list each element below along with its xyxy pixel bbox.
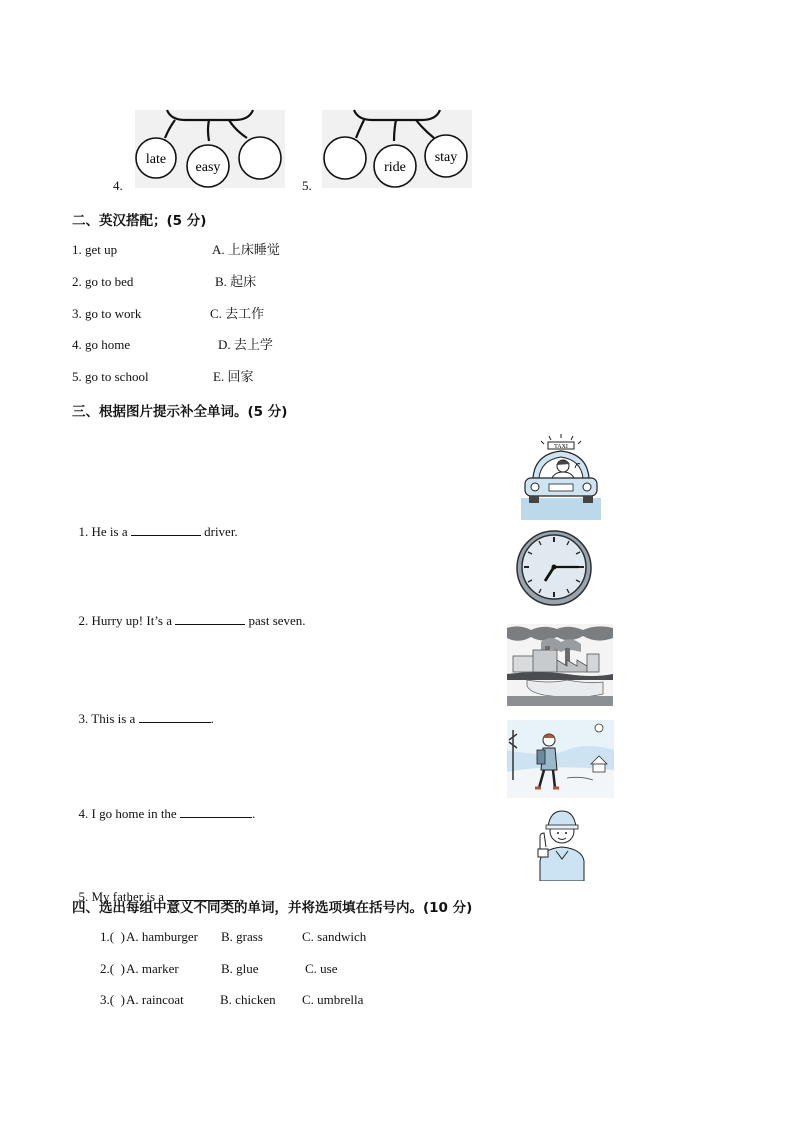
match-right: B. 起床	[215, 274, 257, 289]
choice-option: B. chicken	[220, 992, 276, 1007]
diagram-word: easy	[195, 160, 221, 175]
section-3-heading: 三、根据图片提示补全单词。(5 分)	[72, 404, 288, 420]
match-left: 1. get up	[72, 242, 118, 257]
section-2-heading: 二、英汉搭配；(5 分)	[72, 213, 207, 229]
diagram-word: late	[145, 152, 167, 167]
choice-option: A. hamburger	[126, 929, 198, 944]
diagram-number: 4.	[113, 178, 123, 193]
answer-blank[interactable]	[139, 710, 211, 723]
choice-option: B. glue	[221, 961, 259, 976]
match-left: 2. go to bed	[72, 274, 134, 289]
choice-option: C. sandwich	[302, 929, 367, 944]
answer-blank[interactable]	[175, 612, 245, 625]
match-right: D. 去上学	[218, 337, 273, 352]
match-left: 3. go to work	[72, 306, 142, 321]
match-left: 5. go to school	[72, 369, 149, 384]
choice-number[interactable]: 2.( )	[100, 961, 125, 976]
fill-sentence-2: 2. Hurry up! It’s a past seven.	[78, 613, 306, 628]
evening-walk-icon	[507, 720, 614, 798]
fill-sentence-3: 3. This is a .	[78, 711, 214, 726]
section-4-heading: 四、选出每组中意义不同类的单词，并将选项填在括号内。(10 分)	[72, 900, 473, 916]
choice-option: C. use	[305, 961, 338, 976]
match-left: 4. go home	[72, 337, 131, 352]
fill-sentence-5: 5. My father is a .	[78, 889, 243, 904]
taxi-sign: TAXI	[554, 444, 568, 450]
choice-option: B. grass	[221, 929, 263, 944]
fill-sentence-4: 4. I go home in the .	[78, 806, 256, 821]
taxi-driver-icon	[519, 432, 603, 520]
choice-number[interactable]: 1.( )	[100, 929, 125, 944]
answer-blank[interactable]	[131, 523, 201, 536]
choice-option: C. umbrella	[302, 992, 364, 1007]
match-right: C. 去工作	[210, 306, 265, 321]
diagram-word: stay	[434, 150, 458, 165]
word-diagram-5	[322, 108, 472, 188]
answer-blank[interactable]	[180, 805, 252, 818]
choice-option: A. raincoat	[126, 992, 184, 1007]
worker-icon	[534, 807, 590, 881]
diagram-word: ride	[384, 160, 406, 175]
word-diagram-4	[135, 108, 285, 188]
fill-sentence-1: 1. He is a driver.	[78, 524, 238, 539]
match-right: A. 上床睡觉	[212, 242, 280, 257]
choice-option: A. marker	[126, 961, 179, 976]
match-right: E. 回家	[213, 369, 254, 384]
diagram-number: 5.	[302, 178, 312, 193]
factory-icon	[507, 624, 613, 706]
choice-number[interactable]: 3.( )	[100, 992, 125, 1007]
clock-icon	[513, 529, 593, 607]
